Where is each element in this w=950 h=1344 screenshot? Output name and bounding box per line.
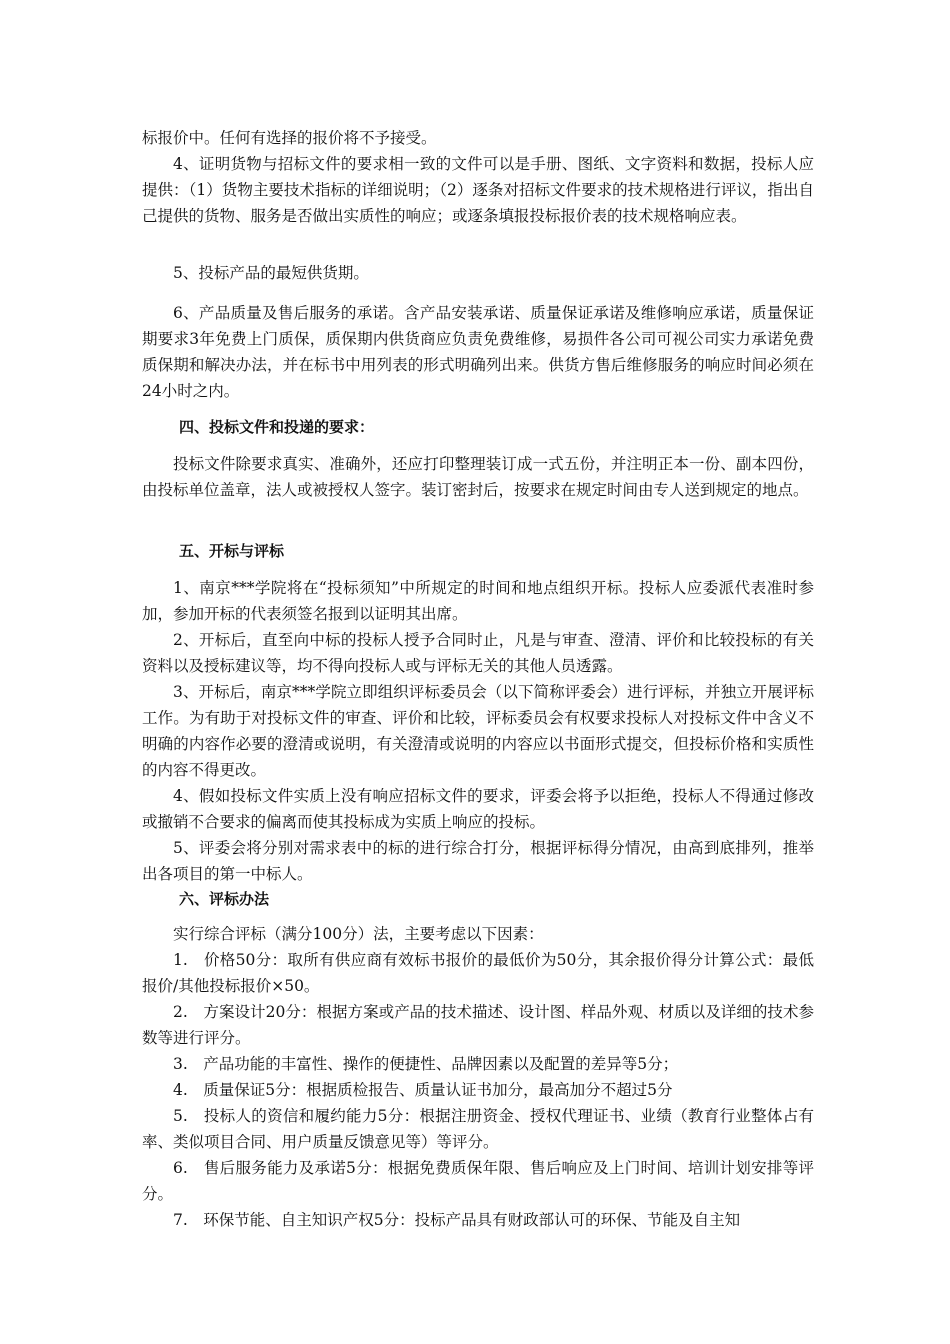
section-heading: 六、评标办法 bbox=[179, 890, 270, 908]
list-item: 2、开标后，直至向中标的投标人授予合同时止，凡是与审查、澄清、评价和比较投标的有关资料以及授标建议等，均不得向投标人或与评标无关的其他人员透露。 bbox=[142, 631, 814, 675]
section-heading: 五、开标与评标 bbox=[179, 542, 285, 560]
list-item: 3. 产品功能的丰富性、操作的便捷性、品牌因素以及配置的差异等5分； bbox=[173, 1055, 679, 1073]
list-item: 1. 价格50分：取所有供应商有效标书报价的最低价为50分，其余报价得分计算公式：最低报价/其他投标报价×50。 bbox=[142, 951, 814, 995]
section-6-heading-block bbox=[142, 886, 814, 912]
section-4-body: 投标文件除要求真实、准确外，还应打印整理装订成一式五份，并注明正本一份、副本四份，由投标单位盖章，法人或被授权人签字。装订密封后，按要求在规定时间由专人送到规定的地点。 bbox=[142, 455, 814, 499]
section-5-items bbox=[142, 575, 814, 887]
requirements-block bbox=[142, 125, 814, 229]
list-item: 1、南京***学院将在“投标须知”中所规定的时间和地点组织开标。投标人应委派代表准时参加，参加开标的代表须签名报到以证明其出席。 bbox=[142, 579, 814, 623]
section-4-body-block bbox=[142, 451, 814, 503]
list-item: 4. 质量保证5分：根据质检报告、质量认证书加分，最高加分不超过5分 bbox=[173, 1081, 673, 1099]
continuation-text: 标报价中。任何有选择的报价将不予接受。 bbox=[142, 129, 437, 147]
requirement-item-5-block bbox=[142, 260, 814, 286]
list-item: 3、开标后，南京***学院立即组织评标委员会（以下简称评委会）进行评标，并独立开展评标工作。为有助于对投标文件的审查、评价和比较，评标委员会有权要求投标人对投标文件中含义不明确的内容作必要的澄清或说明，有关澄清或说明的内容应以书面形式提交，但投标价格和实质性的内容不得更改。 bbox=[142, 683, 814, 779]
list-item: 7. 环保节能、自主知识产权5分：投标产品具有财政部认可的环保、节能及自主知 bbox=[173, 1211, 741, 1229]
section-heading: 四、投标文件和投递的要求： bbox=[179, 418, 375, 436]
list-item: 6. 售后服务能力及承诺5分：根据免费质保年限、售后响应及上门时间、培训计划安排等评分。 bbox=[142, 1159, 814, 1203]
requirement-item-6-block bbox=[142, 300, 814, 404]
requirement-item-6: 6、产品质量及售后服务的承诺。含产品安装承诺、质量保证承诺及维修响应承诺，质量保证期要求3年免费上门质保，质保期内供货商应负责免费维修，易损件各公司可视公司实力承诺免费质保期和解决办法，并在标书中用列表的形式明确列出来。供货方售后维修服务的响应时间必须在24小时之内。 bbox=[142, 304, 814, 400]
list-item: 5. 投标人的资信和履约能力5分：根据注册资金、授权代理证书、业绩（教育行业整体占有率、类似项目合同、用户质量反馈意见等）等评分。 bbox=[142, 1107, 814, 1151]
list-item: 5、评委会将分别对需求表中的标的进行综合打分，根据评标得分情况，由高到底排列，推举出各项目的第一中标人。 bbox=[142, 839, 814, 883]
section-6-items bbox=[142, 921, 814, 1233]
list-item: 4、假如投标文件实质上没有响应招标文件的要求，评委会将予以拒绝，投标人不得通过修改或撤销不合要求的偏离而使其投标成为实质上响应的投标。 bbox=[142, 787, 814, 831]
requirement-item-5: 5、投标产品的最短供货期。 bbox=[173, 264, 369, 282]
section-6-intro: 实行综合评标（满分100分）法，主要考虑以下因素： bbox=[173, 925, 544, 943]
section-5-heading-block bbox=[142, 538, 814, 564]
list-item: 2. 方案设计20分：根据方案或产品的技术描述、设计图、样品外观、材质以及详细的技术参数等进行评分。 bbox=[142, 1003, 814, 1047]
requirement-item-4: 4、证明货物与招标文件的要求相一致的文件可以是手册、图纸、文字资料和数据，投标人应提供：（1）货物主要技术指标的详细说明；（2）逐条对招标文件要求的技术规格进行评议，指出自己提供的货物、服务是否做出实质性的响应；或逐条填报投标报价表的技术规格响应表。 bbox=[142, 155, 814, 225]
section-4-heading-block bbox=[142, 414, 814, 440]
